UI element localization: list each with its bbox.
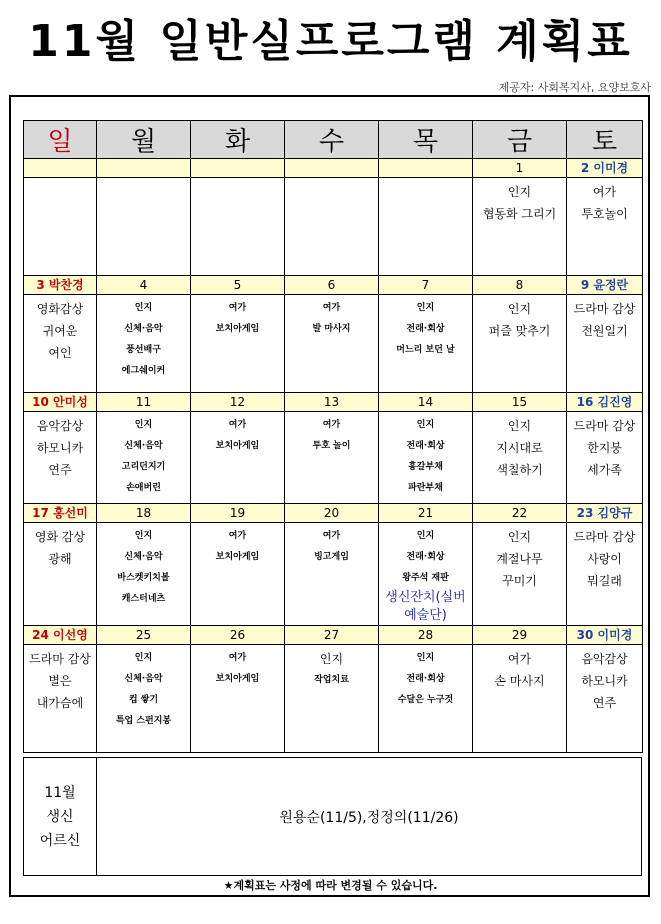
date-cell: 21 [379,504,473,523]
date-number: 23 김양규 [576,506,633,520]
program-line: 여가 [322,531,341,541]
program-line: 신체·음악 [124,552,163,562]
program-line: 음악감상 [36,419,84,433]
date-row [24,159,643,178]
date-cell [24,504,97,523]
program-line: 발 마사지 [312,324,351,334]
program-cell [24,412,97,504]
program-line: 인지 [416,420,435,430]
program-line: 색칠하기 [496,463,543,477]
date-cell [567,393,643,412]
footer-note: ★계획표는 사정에 따라 변경될 수 있습니다. [223,879,438,892]
program-cell [191,412,285,504]
date-cell [191,159,285,178]
date-cell: 12 [191,393,285,412]
program-cell [97,295,191,393]
date-row [24,276,643,295]
program-line: 한지붕 [587,441,622,455]
program-line: 보치아게임 [215,674,260,684]
program-cell [285,412,379,504]
weekday-sun: 일 [24,121,97,159]
birthday-label-line: 11월 [44,784,76,801]
program-line: 전래·회상 [406,552,445,562]
date-cell [24,276,97,295]
program-line: 신체·음악 [124,441,163,451]
program-cell [567,412,643,504]
program-cell [285,523,379,626]
date-cell [24,626,97,645]
date-cell [24,393,97,412]
date-number: 24 이선영 [32,628,88,642]
program-cell [24,523,97,626]
program-line: 인지 [416,653,435,663]
date-cell: 22 [473,504,567,523]
date-cell [379,159,473,178]
program-cell [191,645,285,753]
date-cell: 29 [473,626,567,645]
program-line: 여가 [322,420,341,430]
program-line: 풍선배구 [126,345,161,355]
program-line: 드라마 감상 [29,652,91,666]
date-cell: 8 [473,276,567,295]
program-line: 영화 감상 [34,530,86,544]
program-line: 인지 [134,420,153,430]
program-line: 음악감상 [581,652,628,666]
weekday-tue: 화 [191,121,285,159]
program-cell [473,178,567,276]
birthday-names: 원용순(11/5),정정의(11/26) [97,758,642,876]
date-cell: 6 [285,276,379,295]
program-line: 머느리 보던 날 [396,345,455,355]
date-number: 16 김진영 [576,395,633,409]
program-cell [379,412,473,504]
program-line: 지시대로 [496,441,543,455]
program-line: 여가 [322,303,341,313]
program-cell [473,295,567,393]
date-cell [567,276,643,295]
program-line: 손애버린 [126,483,161,493]
program-line: 꾸미기 [502,574,537,588]
program-line: 여가 [507,652,532,666]
program-line: 전원일기 [581,324,628,338]
date-cell: 20 [285,504,379,523]
date-number: 30 이미경 [576,628,633,642]
weekday-mon: 월 [97,121,191,159]
program-line: 전래·회상 [406,324,445,334]
program-line: 생신잔치(실버 예술단) [385,590,466,623]
date-cell: 19 [191,504,285,523]
program-line: 여인 [48,346,72,360]
date-cell: 11 [97,393,191,412]
program-line: 보치아게임 [215,552,260,562]
program-line: 여가 [228,303,247,313]
program-line: 인지 [507,302,532,316]
program-line: 전래·회상 [406,441,445,451]
weekday-sat: 토 [567,121,643,159]
date-row [24,393,643,412]
page-title: 11월 일반실프로그램 계획표 [28,16,633,67]
program-cell [567,523,643,626]
date-cell: 27 [285,626,379,645]
program-line: 왕주석 재판 [402,573,449,583]
program-line: 하모니카 [581,674,628,688]
program-line: 영화감상 [36,302,84,316]
date-number: 17 홍선미 [32,506,88,520]
program-cell [473,645,567,753]
program-row [24,412,643,504]
birthday-table [23,757,642,876]
date-cell [567,626,643,645]
birthday-label [24,758,97,876]
weekday-fri: 금 [473,121,567,159]
program-line: 퍼즐 맞추기 [488,324,551,338]
program-line: 인지 [416,531,435,541]
date-cell [567,504,643,523]
date-number: 10 안미성 [32,395,88,409]
program-cell [24,645,97,753]
program-cell [473,523,567,626]
date-cell: 7 [379,276,473,295]
date-cell [24,159,97,178]
program-cell [379,295,473,393]
program-line: 사랑이 [587,552,622,566]
program-line: 인지 [134,531,153,541]
program-cell [97,412,191,504]
program-line: 여가 [228,420,247,430]
date-number: 2 이미경 [580,161,629,175]
program-cell [97,645,191,753]
program-line: 협동화 그리기 [482,207,557,221]
program-line: 투호 놀이 [312,441,351,451]
program-line: 인지 [507,530,532,544]
program-cell [191,295,285,393]
date-cell: 26 [191,626,285,645]
program-cell [285,645,379,753]
program-line: 작업치료 [314,675,349,685]
program-cell [567,178,643,276]
program-line: 특업 스펀지봉 [115,716,172,726]
date-cell: 1 [473,159,567,178]
program-line: 고리던지기 [121,462,166,472]
program-row [24,523,643,626]
program-cell [379,178,473,276]
program-line: 손 마사지 [494,674,545,688]
program-cell [285,295,379,393]
birthday-label-line: 생신 [46,808,74,825]
weekday-header-row [24,121,643,159]
program-cell [473,412,567,504]
program-line: 인지 [134,653,153,663]
date-row [24,504,643,523]
program-line: 광해 [48,552,72,566]
provider-text: 제공자: 사회복지사, 요양보호사 [498,81,651,94]
program-cell [97,178,191,276]
program-line: 인지 [416,303,435,313]
program-line: 신체·음악 [124,324,163,334]
program-line: 신체·음악 [124,674,163,684]
program-cell [191,523,285,626]
program-line: 수달은 누구것 [397,695,454,705]
program-line: 보치아게임 [215,324,260,334]
program-line: 인지 [507,419,532,433]
program-cell [24,178,97,276]
date-number: 9 윤정란 [580,278,629,292]
calendar-table [23,120,643,753]
program-line: 계절나무 [496,552,543,566]
date-cell: 28 [379,626,473,645]
program-row [24,645,643,753]
program-line: 하모니카 [36,441,84,455]
weekday-wed: 수 [285,121,379,159]
date-cell [97,159,191,178]
date-cell: 13 [285,393,379,412]
program-line: 전래·회상 [406,674,445,684]
program-line: 인지 [134,303,153,313]
date-cell: 15 [473,393,567,412]
program-line: 세가족 [587,463,622,477]
program-line: 보치아게임 [215,441,260,451]
program-line: 바스켓키치볼 [117,573,170,583]
program-cell [567,645,643,753]
program-line: 뭐길래 [587,574,622,588]
program-cell [285,178,379,276]
program-line: 인지 [319,652,344,666]
program-line: 연주 [48,463,72,477]
program-line: 드라마 감상 [573,530,636,544]
date-cell [285,159,379,178]
date-cell [567,159,643,178]
program-line: 컵 쌓기 [128,695,159,705]
program-line: 에그쉐이커 [121,366,166,376]
weekday-thu: 목 [379,121,473,159]
program-line: 인지 [507,185,532,199]
date-cell: 4 [97,276,191,295]
program-cell [379,645,473,753]
date-cell: 5 [191,276,285,295]
program-cell [97,523,191,626]
date-number: 3 박찬경 [36,278,84,292]
program-cell [191,178,285,276]
program-line: 연주 [592,696,617,710]
program-row [24,178,643,276]
date-cell: 25 [97,626,191,645]
program-line: 빙고게임 [314,552,349,562]
program-line: 여가 [592,185,617,199]
program-line: 별은 [48,674,72,688]
program-cell [379,523,473,626]
date-cell: 14 [379,393,473,412]
date-cell: 18 [97,504,191,523]
program-line: 여가 [228,653,247,663]
program-line: 귀여운 [42,324,78,338]
program-cell [567,295,643,393]
program-line: 파란부채 [408,483,443,493]
program-line: 드라마 감상 [573,302,636,316]
program-row [24,295,643,393]
date-row [24,626,643,645]
program-cell [24,295,97,393]
program-line: 드라마 감상 [573,419,636,433]
program-line: 내가슴에 [36,696,84,710]
program-line: 투호놀이 [581,207,628,221]
program-line: 여가 [228,531,247,541]
program-line: 캐스터네츠 [121,594,166,604]
birthday-label-line: 어르신 [39,832,81,849]
program-line: 흥갈부채 [408,462,443,472]
